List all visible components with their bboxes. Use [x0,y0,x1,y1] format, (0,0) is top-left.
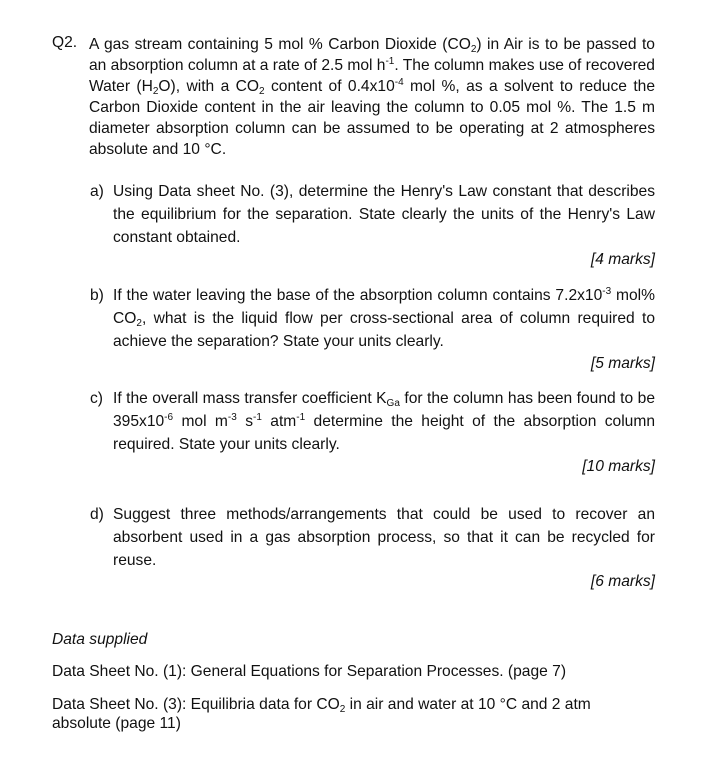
question-number: Q2. [52,34,78,51]
question-intro: A gas stream containing 5 mol % Carbon Dioxide $(CO_2)$ in Air is to be passed to an absorption column at a rate of 2.5 mol $h^{-1}$. The column makes use of recovered Water $(H_2O)$, with a $CO_2$ content of $0.4x10^{-4}$ mol %, as a solvent to reduce the Carbon Dioxide content in the air leaving the column to 0.05 mol %. The 1.5 m diameter absorption column can be assumed to be operating at 2 atmospheres absolute and 10 °C. [89,36,655,158]
part-a-text: Using Data sheet No. (3), determine the Henry's Law constant that describes the equilibrium for the separation. State clearly the units of the Henry's Law constant obtained. [113,183,655,247]
data-sheet-1: Data Sheet No. (1): General Equations for Separation Processes. (page 7) [52,663,567,680]
question-q2 [52,34,655,160]
part-b-marks: [5 marks] [590,355,655,372]
data-supplied-heading: Data supplied [52,631,148,648]
part-d-text: Suggest three methods/arrangements that could be used to recover an absorbent used in a gas absorption process, so that it can be recycled for reuse. [113,506,655,570]
part-c-text: If the overall mass transfer coefficient $K_{Ga}$ for the column has been found to be $395x10^{-6}$ mol $m^{-3}$ $s^{-1}$ atm$^{-1}$ determine the height of the absorption column required. State your units clearly. [113,390,655,454]
data-sheet-3: Data Sheet No. (3): Equilibria data for $CO_2$ in air and water at 10 °C and 2 atm absolute (page 11) [52,696,591,732]
part-c-letter: c) [90,390,103,407]
part-d [90,503,655,573]
part-d-marks: [6 marks] [590,573,655,590]
part-d-letter: d) [90,506,104,523]
part-a-letter: a) [90,183,104,200]
part-c-marks: [10 marks] [582,458,655,475]
part-c [90,387,655,457]
part-b [90,284,655,354]
part-b-letter: b) [90,287,104,304]
part-a-marks: [4 marks] [590,251,655,268]
part-a [90,180,655,250]
part-b-text: If the water leaving the base of the absorption column contains $7.2x10^{-3}$ mol% $CO_2$, what is the liquid flow per cross-sectional area of column required to achieve the separation? State your units clearly. [113,286,656,351]
